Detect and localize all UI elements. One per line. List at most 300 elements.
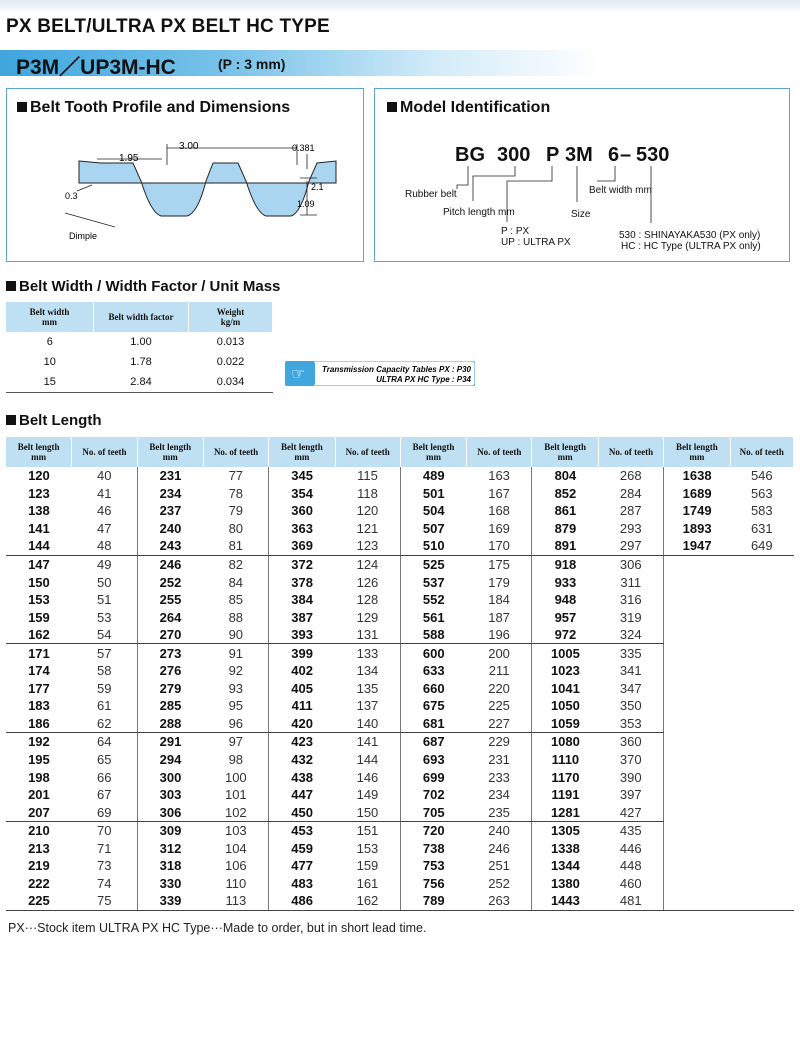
label-note1: 530 : SHINAYAKA530 (PX only): [619, 230, 761, 241]
belt-length-cell: 432: [291, 752, 313, 768]
belt-length-cell: 561: [422, 609, 445, 625]
teeth-count-cell: 350: [598, 697, 663, 715]
empty-cell: [730, 555, 793, 573]
code-bg: BG: [455, 144, 485, 166]
empty-cell: [730, 608, 793, 626]
width-cell: 6: [46, 336, 53, 348]
belt-length-cell: 699: [422, 769, 445, 785]
table-row: [6, 537, 794, 555]
belt-length-cell: 453: [291, 823, 313, 839]
belt-length-cell: 861: [554, 503, 577, 519]
code-6: 6: [608, 144, 620, 166]
table-row: [6, 555, 794, 573]
teeth-count-cell: 78: [203, 485, 268, 503]
weight-cell: 0.013: [216, 336, 245, 348]
teeth-count-cell: 297: [598, 537, 663, 555]
teeth-count-cell: 211: [467, 662, 532, 680]
belt-length-cell: 1338: [550, 840, 580, 856]
teeth-count-cell: 135: [335, 680, 400, 698]
header-belt-length: Belt length mm: [664, 437, 730, 467]
teeth-count-cell: 59: [72, 680, 137, 698]
belt-length-cell: 789: [400, 892, 466, 910]
label-p-px: P : PX: [501, 226, 530, 237]
teeth-count-cell: 649: [730, 537, 793, 555]
header-belt-length: Belt length mm: [269, 437, 335, 467]
teeth-count-cell: 227: [467, 715, 532, 733]
tooth-profile-panel: [6, 88, 364, 262]
teeth-count-cell: 41: [72, 485, 137, 503]
belt-length-cell: 447: [291, 787, 313, 803]
teeth-count-cell: 66: [72, 768, 137, 786]
table-row: [6, 662, 794, 680]
teeth-count-cell: 71: [72, 839, 137, 857]
teeth-count-cell: 53: [72, 608, 137, 626]
empty-cell: [664, 591, 730, 609]
teeth-count-cell: 196: [467, 626, 532, 644]
teeth-count-cell: 57: [72, 644, 137, 662]
belt-length-cell: 483: [291, 875, 313, 891]
belt-length-cell: 507: [422, 520, 445, 536]
width-table: [6, 302, 273, 393]
reference-line2: ULTRA PX HC Type : P34: [376, 375, 471, 384]
factor-cell: 1.00: [130, 336, 152, 348]
teeth-count-cell: 235: [467, 803, 532, 821]
belt-length-cell: 198: [28, 769, 50, 785]
teeth-count-cell: 187: [467, 608, 532, 626]
belt-length-cell: 372: [291, 557, 313, 572]
table-row: [6, 520, 794, 538]
subtitle-bar: [0, 50, 800, 79]
empty-cell: [664, 573, 730, 591]
belt-length-cell: 948: [554, 592, 577, 608]
teeth-count-cell: 74: [72, 875, 137, 893]
teeth-count-cell: 370: [598, 751, 663, 769]
belt-length-cell: 306: [137, 803, 203, 821]
table-row: [6, 839, 794, 857]
belt-length-cell: 552: [422, 592, 445, 608]
label-belt-width: Belt width mm: [589, 185, 652, 196]
teeth-count-cell: 69: [72, 803, 137, 821]
empty-cell: [664, 608, 730, 626]
belt-length-cell: 276: [159, 663, 182, 679]
belt-length-cell: 387: [291, 609, 313, 625]
belt-length-cell: 237: [159, 503, 182, 519]
empty-cell: [730, 875, 793, 893]
teeth-count-cell: 151: [335, 821, 400, 839]
empty-cell: [664, 803, 730, 821]
belt-length-cell: 675: [422, 698, 445, 714]
belt-length-cell: 171: [28, 645, 50, 661]
teeth-count-cell: 225: [467, 697, 532, 715]
teeth-count-cell: 100: [203, 768, 268, 786]
model-id-panel: [374, 88, 790, 262]
teeth-count-cell: 121: [335, 520, 400, 538]
table-row: [6, 715, 794, 733]
teeth-count-cell: 128: [335, 591, 400, 609]
length-table-header: [6, 437, 794, 467]
label-size: Size: [571, 209, 591, 220]
belt-length-cell: 303: [159, 787, 182, 803]
belt-length-cell: 162: [6, 626, 72, 644]
belt-length-cell: 288: [137, 715, 203, 733]
belt-length-cell: 219: [28, 858, 50, 874]
teeth-count-cell: 316: [598, 591, 663, 609]
teeth-count-cell: 58: [72, 662, 137, 680]
teeth-count-cell: 51: [72, 591, 137, 609]
belt-length-cell: 1041: [550, 680, 580, 696]
teeth-count-cell: 175: [467, 555, 532, 573]
empty-cell: [664, 786, 730, 804]
table-row: [6, 786, 794, 804]
table-row: [6, 733, 794, 751]
empty-cell: [730, 786, 793, 804]
belt-length-cell: 141: [28, 520, 50, 536]
teeth-count-cell: 162: [335, 892, 400, 910]
empty-cell: [664, 839, 730, 857]
teeth-count-cell: 101: [203, 786, 268, 804]
empty-cell: [730, 751, 793, 769]
teeth-count-cell: 47: [72, 520, 137, 538]
teeth-count-cell: 70: [72, 821, 137, 839]
belt-length-cell: 255: [159, 592, 182, 608]
belt-type-title: P3M／UP3M-HC: [16, 56, 176, 79]
belt-length-cell: 201: [28, 787, 50, 803]
code-dash: –: [620, 144, 632, 166]
teeth-count-cell: 92: [203, 662, 268, 680]
teeth-count-cell: 341: [598, 662, 663, 680]
teeth-count-cell: 397: [598, 786, 663, 804]
teeth-count-cell: 234: [467, 786, 532, 804]
teeth-count-cell: 140: [335, 715, 400, 733]
belt-length-cell: 1893: [682, 520, 712, 536]
header-no-of-teeth: No. of teeth: [203, 437, 268, 467]
belt-length-cell: 1050: [550, 698, 580, 714]
empty-cell: [730, 768, 793, 786]
teeth-count-cell: 133: [335, 644, 400, 662]
empty-cell: [664, 875, 730, 893]
teeth-count-cell: 88: [203, 608, 268, 626]
teeth-count-cell: 220: [467, 680, 532, 698]
belt-length-cell: 1170: [551, 769, 580, 785]
belt-length-cell: 159: [28, 609, 50, 625]
teeth-count-cell: 110: [203, 875, 268, 893]
width-row: [6, 352, 273, 372]
belt-length-cell: 195: [28, 752, 50, 768]
belt-length-cell: 402: [291, 663, 313, 679]
belt-length-cell: 918: [554, 557, 577, 572]
belt-length-cell: 234: [159, 485, 182, 501]
tooth-profile-title: Belt Tooth Profile and Dimensions: [30, 99, 291, 116]
belt-length-cell: 213: [28, 840, 50, 856]
teeth-count-cell: 231: [467, 751, 532, 769]
table-row: [6, 626, 794, 644]
empty-cell: [730, 821, 793, 839]
table-row: [6, 573, 794, 591]
teeth-count-cell: 335: [598, 644, 663, 662]
teeth-count-cell: 481: [598, 892, 663, 910]
belt-length-cell: 300: [159, 769, 182, 785]
teeth-count-cell: 460: [598, 875, 663, 893]
empty-cell: [730, 697, 793, 715]
teeth-count-cell: 65: [72, 751, 137, 769]
empty-cell: [664, 662, 730, 680]
belt-length-cell: 681: [400, 715, 466, 733]
empty-cell: [664, 715, 730, 733]
belt-length-cell: 240: [159, 520, 182, 536]
belt-length-cell: 360: [291, 503, 313, 519]
page-title: PX BELT/ULTRA PX BELT HC TYPE: [6, 16, 330, 37]
teeth-count-cell: 161: [335, 875, 400, 893]
belt-length-cell: 852: [554, 485, 577, 501]
width-header-weight: [189, 302, 273, 332]
belt-length-cell: 804: [554, 468, 577, 484]
empty-cell: [664, 733, 730, 751]
belt-length-cell: 588: [400, 626, 466, 644]
empty-cell: [730, 892, 793, 910]
teeth-count-cell: 229: [467, 733, 532, 751]
teeth-count-cell: 284: [598, 485, 663, 503]
teeth-count-cell: 134: [335, 662, 400, 680]
belt-length-cell: 1005: [550, 645, 580, 661]
table-row: [6, 485, 794, 503]
factor-cell: 1.78: [130, 356, 152, 368]
belt-length-cell: 222: [28, 875, 50, 891]
teeth-count-cell: 137: [335, 697, 400, 715]
empty-cell: [664, 680, 730, 698]
teeth-count-cell: 153: [335, 839, 400, 857]
empty-cell: [730, 680, 793, 698]
belt-length-cell: 174: [28, 663, 50, 679]
belt-length-cell: 1380: [550, 875, 580, 891]
teeth-count-cell: 67: [72, 786, 137, 804]
width-section-heading: [6, 278, 280, 295]
table-row: [6, 697, 794, 715]
teeth-count-cell: 287: [598, 502, 663, 520]
width-row: [6, 372, 273, 393]
dim-height: 1.09: [297, 199, 315, 209]
dim-total: 2.1: [311, 182, 324, 192]
belt-length-cell: 705: [400, 803, 466, 821]
teeth-count-cell: 263: [467, 892, 532, 910]
teeth-count-cell: 353: [598, 715, 663, 733]
belt-length-cell: 330: [159, 875, 182, 891]
belt-length-cell: 1023: [550, 663, 580, 679]
belt-length-cell: 285: [159, 698, 182, 714]
belt-length-cell: 183: [28, 698, 50, 714]
weight-cell: 0.022: [216, 356, 245, 368]
empty-cell: [664, 892, 730, 910]
teeth-count-cell: 123: [335, 537, 400, 555]
table-row: [6, 502, 794, 520]
teeth-count-cell: 240: [467, 821, 532, 839]
teeth-count-cell: 141: [335, 733, 400, 751]
model-code-diagram: [375, 89, 789, 261]
belt-length-cell: 210: [28, 823, 50, 839]
belt-length-cell: 192: [28, 734, 50, 750]
teeth-count-cell: 93: [203, 680, 268, 698]
teeth-count-cell: 306: [598, 555, 663, 573]
teeth-count-cell: 311: [598, 573, 663, 591]
teeth-count-cell: 131: [335, 626, 400, 644]
teeth-count-cell: 563: [750, 485, 773, 501]
header-no-of-teeth: No. of teeth: [72, 437, 137, 467]
belt-length-cell: 504: [422, 503, 445, 519]
teeth-count-cell: 124: [335, 555, 400, 573]
teeth-count-cell: 546: [750, 468, 773, 484]
teeth-count-cell: 149: [335, 786, 400, 804]
belt-length-cell: 693: [422, 752, 445, 768]
belt-length-cell: 738: [422, 840, 445, 856]
teeth-count-cell: 120: [335, 502, 400, 520]
header-no-of-teeth: No. of teeth: [467, 437, 532, 467]
width-section-title: Belt Width / Width Factor / Unit Mass: [19, 278, 281, 295]
weight-cell: 0.034: [189, 372, 273, 393]
teeth-count-cell: 170: [467, 537, 532, 555]
teeth-count-cell: 90: [203, 626, 268, 644]
empty-cell: [664, 555, 730, 573]
empty-cell: [730, 591, 793, 609]
teeth-count-cell: 144: [335, 751, 400, 769]
label-pitch-length: Pitch length mm: [443, 207, 515, 218]
table-row: [6, 768, 794, 786]
teeth-count-cell: 64: [72, 733, 137, 751]
teeth-count-cell: 46: [72, 502, 137, 520]
teeth-count-cell: 200: [467, 644, 532, 662]
belt-length-cell: 369: [269, 537, 335, 555]
belt-length-cell: 486: [269, 892, 335, 910]
teeth-count-cell: 233: [467, 768, 532, 786]
factor-cell: 2.84: [94, 372, 189, 393]
table-row: [6, 803, 794, 821]
belt-length-cell: 186: [6, 715, 72, 733]
teeth-count-cell: 126: [335, 573, 400, 591]
belt-length-cell: 957: [554, 609, 577, 625]
dim-land: 0.381: [292, 143, 315, 153]
teeth-count-cell: 80: [203, 520, 268, 538]
teeth-count-cell: 146: [335, 768, 400, 786]
code-3m: 3M: [565, 144, 593, 166]
empty-cell: [664, 697, 730, 715]
belt-length-cell: 294: [159, 752, 182, 768]
length-section-heading: [6, 412, 102, 429]
teeth-count-cell: 50: [72, 573, 137, 591]
width-header-factor: [94, 302, 189, 332]
belt-length-cell: 147: [28, 557, 50, 572]
teeth-count-cell: 631: [750, 520, 773, 536]
header-belt-length: Belt length mm: [6, 437, 72, 467]
teeth-count-cell: 40: [72, 467, 137, 485]
teeth-count-cell: 85: [203, 591, 268, 609]
empty-cell: [664, 821, 730, 839]
belt-length-cell: 933: [554, 574, 577, 590]
header-belt-length: Belt length mm: [532, 437, 598, 467]
table-row: [6, 608, 794, 626]
belt-length-cell: 153: [28, 592, 50, 608]
belt-length-cell: 393: [269, 626, 335, 644]
belt-length-cell: 384: [291, 592, 313, 608]
belt-length-cell: 231: [159, 468, 182, 484]
belt-length-cell: 291: [159, 734, 182, 750]
belt-length-cell: 1638: [682, 468, 712, 484]
belt-length-cell: 279: [159, 680, 182, 696]
teeth-count-cell: 268: [598, 467, 663, 485]
belt-length-cell: 459: [291, 840, 313, 856]
empty-cell: [730, 573, 793, 591]
belt-length-cell: 891: [532, 537, 598, 555]
tooth-profile-diagram: [7, 89, 363, 261]
model-id-title: Model Identification: [400, 99, 551, 116]
teeth-count-cell: 113: [203, 892, 268, 910]
teeth-count-cell: 102: [203, 803, 268, 821]
belt-length-cell: 1080: [550, 734, 580, 750]
belt-length-cell: 378: [291, 574, 313, 590]
header-no-of-teeth: No. of teeth: [335, 437, 400, 467]
teeth-count-cell: 159: [335, 857, 400, 875]
empty-cell: [730, 662, 793, 680]
belt-length-cell: 1443: [532, 892, 598, 910]
teeth-count-cell: 73: [72, 857, 137, 875]
belt-length-cell: 1344: [550, 858, 580, 874]
belt-length-cell: 489: [422, 468, 445, 484]
header-no-of-teeth: No. of teeth: [730, 437, 793, 467]
belt-length-cell: 525: [422, 557, 445, 572]
teeth-count-cell: 293: [598, 520, 663, 538]
belt-length-cell: 144: [6, 537, 72, 555]
table-row: [6, 644, 794, 662]
label-rubber-belt: Rubber belt: [405, 189, 457, 200]
belt-length-cell: 270: [137, 626, 203, 644]
belt-length-cell: 207: [6, 803, 72, 821]
teeth-count-cell: 97: [203, 733, 268, 751]
teeth-count-cell: 54: [72, 626, 137, 644]
length-table: [6, 437, 794, 911]
width-cell: 10: [43, 356, 56, 368]
belt-length-cell: 246: [159, 557, 182, 572]
dim-radius: 0.3: [65, 191, 78, 201]
teeth-count-cell: 163: [467, 467, 532, 485]
belt-length-cell: 1689: [682, 485, 712, 501]
belt-length-cell: 720: [422, 823, 445, 839]
empty-cell: [730, 857, 793, 875]
header-no-of-teeth: No. of teeth: [598, 437, 663, 467]
teeth-count-cell: 448: [598, 857, 663, 875]
belt-length-cell: 1191: [551, 787, 580, 803]
teeth-count-cell: 251: [467, 857, 532, 875]
footnote: PX···Stock item ULTRA PX HC Type···Made to order, but in short lead time.: [8, 921, 427, 935]
empty-cell: [664, 768, 730, 786]
teeth-count-cell: 390: [598, 768, 663, 786]
pitch-label: (P : 3 mm): [218, 56, 286, 72]
teeth-count-cell: 169: [467, 520, 532, 538]
width-row: [6, 332, 273, 352]
belt-length-cell: 972: [532, 626, 598, 644]
belt-length-cell: 450: [269, 803, 335, 821]
empty-cell: [664, 626, 730, 644]
width-cell: 15: [6, 372, 94, 393]
belt-length-cell: 879: [554, 520, 577, 536]
belt-length-cell: 345: [291, 468, 313, 484]
belt-length-cell: 477: [291, 858, 313, 874]
code-300: 300: [497, 144, 531, 166]
label-up: UP : ULTRA PX: [501, 237, 571, 248]
belt-length-cell: 309: [159, 823, 182, 839]
reference-line1: Transmission Capacity Tables PX : P30: [322, 365, 471, 374]
table-row: [6, 467, 794, 485]
transmission-capacity-reference: [285, 361, 475, 386]
teeth-count-cell: 118: [335, 485, 400, 503]
teeth-count-cell: 61: [72, 697, 137, 715]
belt-length-cell: 312: [159, 840, 182, 856]
